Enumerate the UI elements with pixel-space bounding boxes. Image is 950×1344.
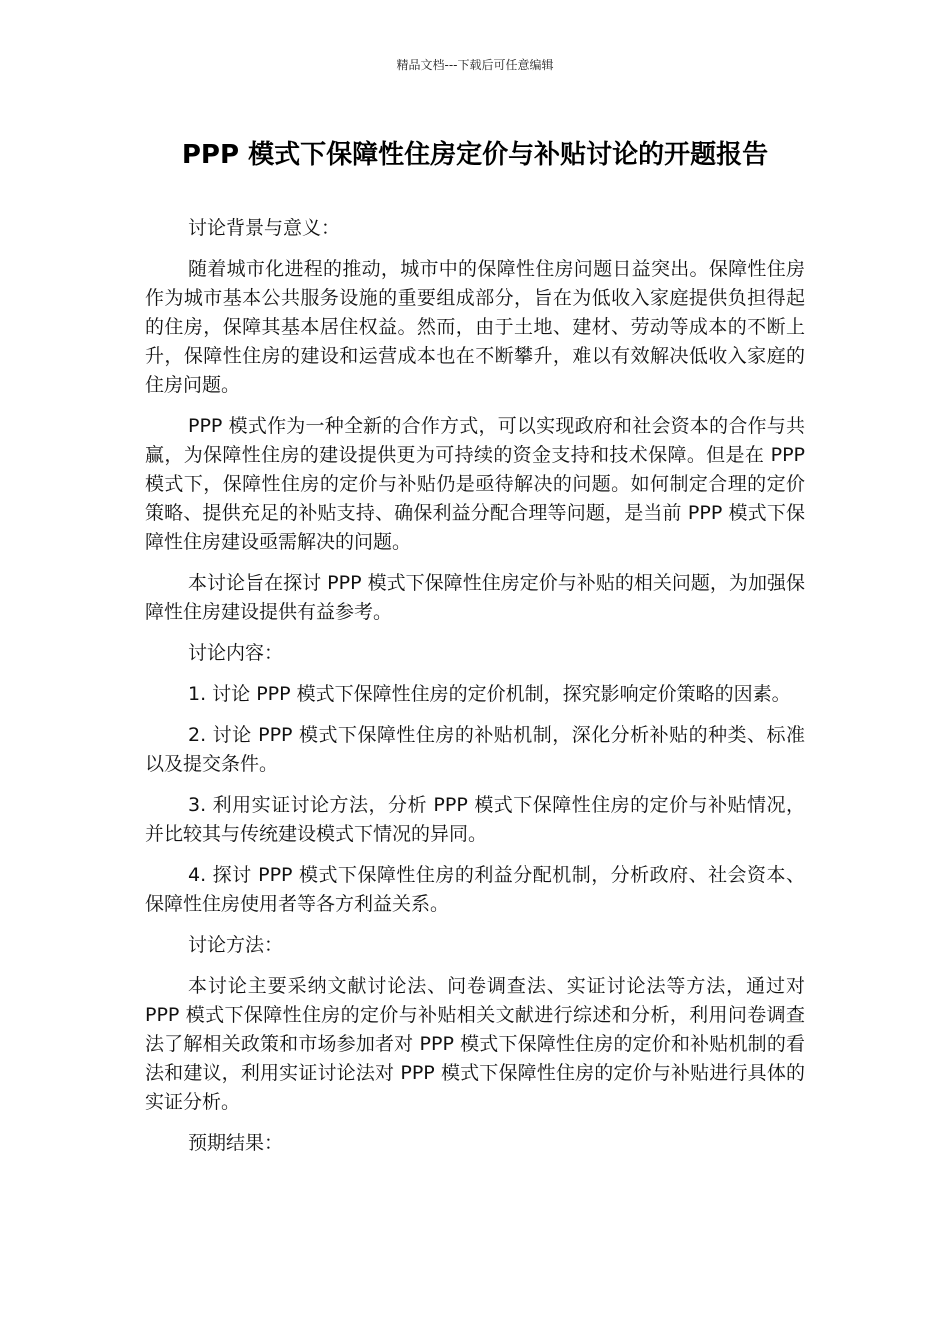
document-body bbox=[145, 214, 805, 1170]
content-item-1: 1. 讨论 PPP 模式下保障性住房的定价机制，探究影响定价策略的因素。 bbox=[188, 683, 791, 705]
section-heading-background: 讨论背景与意义： bbox=[188, 217, 341, 239]
section-heading-content: 讨论内容： bbox=[188, 642, 284, 664]
paragraph-purpose: 本讨论旨在探讨 PPP 模式下保障性住房定价与补贴的相关问题，为加强保障性住房建设提供有益参考。 bbox=[145, 572, 805, 623]
document-title: PPP 模式下保障性住房定价与补贴讨论的开题报告 bbox=[181, 140, 769, 170]
content-item-2: 2. 讨论 PPP 模式下保障性住房的补贴机制，深化分析补贴的种类、标准以及提交条件。 bbox=[145, 724, 805, 775]
paragraph-ppp-mode: PPP 模式作为一种全新的合作方式，可以实现政府和社会资本的合作与共赢，为保障性住房的建设提供更为可持续的资金支持和技术保障。但是在 PPP 模式下，保障性住房的定价与补贴仍是亟待解决的问题。如何制定合理的定价策略、提供充足的补贴支持、确保利益分配合理等问题，是当前 PPP 模式下保障性住房建设亟需解决的问题。 bbox=[145, 415, 805, 553]
section-heading-expected-results: 预期结果： bbox=[188, 1132, 284, 1154]
section-heading-method: 讨论方法： bbox=[188, 934, 284, 956]
content-item-3: 3. 利用实证讨论方法，分析 PPP 模式下保障性住房的定价与补贴情况，并比较其与传统建设模式下情况的异同。 bbox=[145, 794, 805, 845]
paragraph-method: 本讨论主要采纳文献讨论法、问卷调查法、实证讨论法等方法，通过对 PPP 模式下保障性住房的定价与补贴相关文献进行综述和分析，利用问卷调查法了解相关政策和市场参加者对 PPP 模式下保障性住房的定价和补贴机制的看法和建议，利用实证讨论法对 PPP 模式下保障性住房的定价与补贴进行具体的实证分析。 bbox=[145, 975, 805, 1113]
content-item-4: 4. 探讨 PPP 模式下保障性住房的利益分配机制，分析政府、社会资本、保障性住房使用者等各方利益关系。 bbox=[145, 864, 805, 915]
page-header: 精品文档---下载后可任意编辑 bbox=[396, 58, 554, 72]
paragraph-background: 随着城市化进程的推动，城市中的保障性住房问题日益突出。保障性住房作为城市基本公共服务设施的重要组成部分，旨在为低收入家庭提供负担得起的住房，保障其基本居住权益。然而，由于土地、建材、劳动等成本的不断上升，保障性住房的建设和运营成本也在不断攀升，难以有效解决低收入家庭的住房问题。 bbox=[145, 258, 805, 396]
